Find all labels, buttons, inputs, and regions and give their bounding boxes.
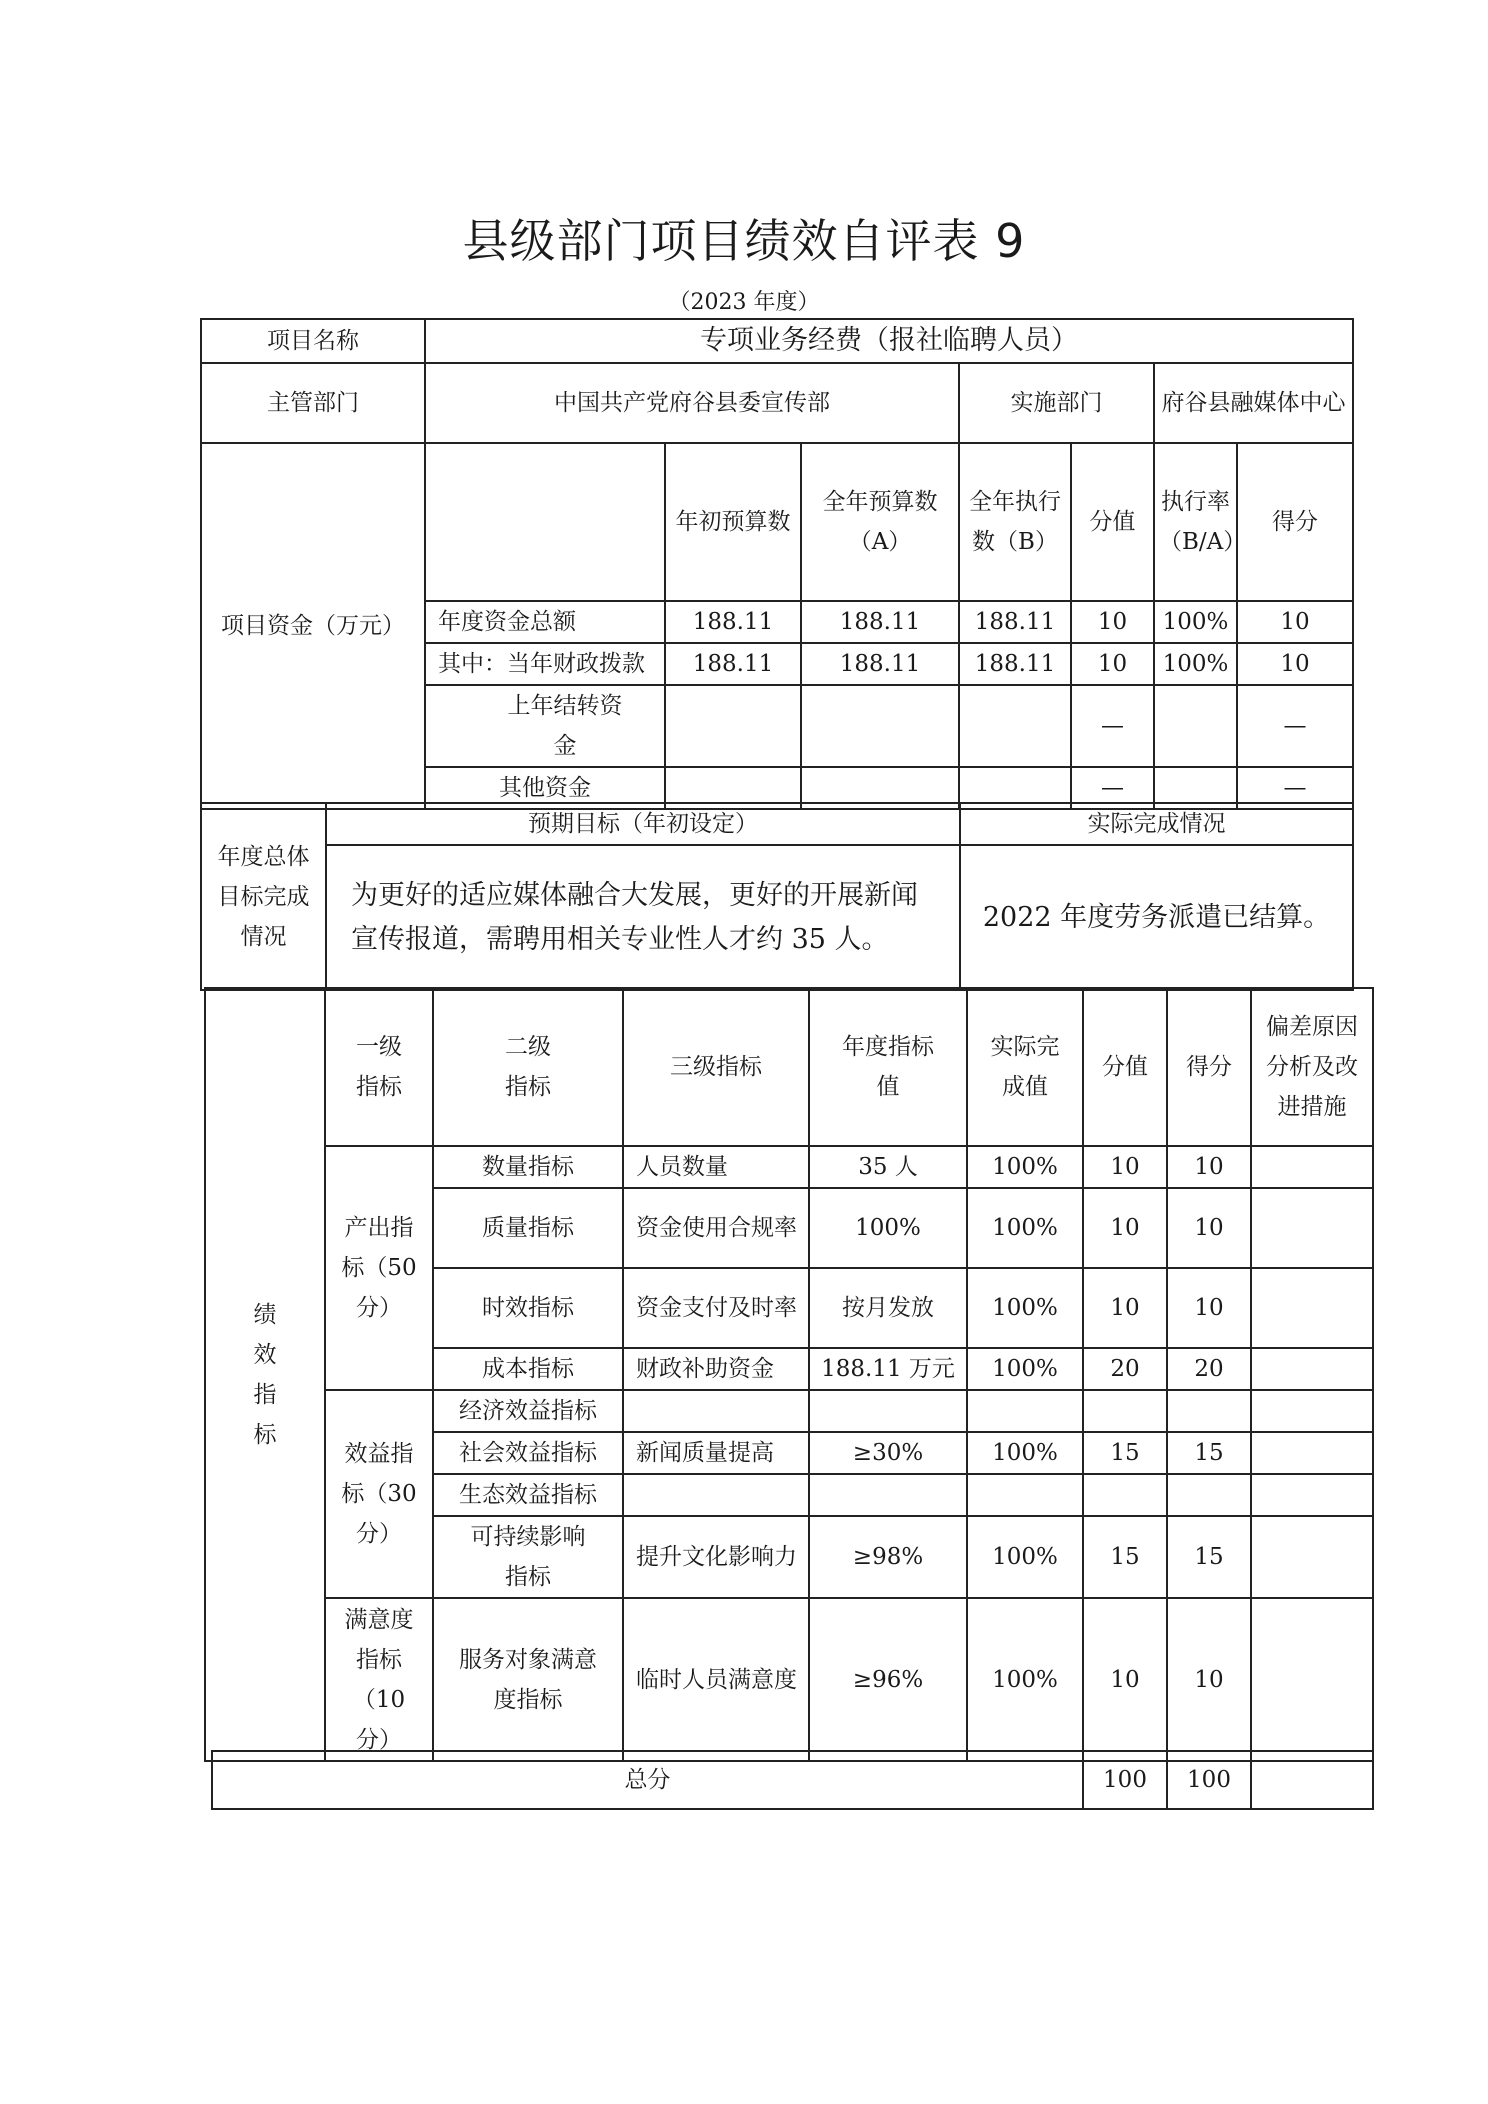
funds-cell: 10: [1071, 643, 1154, 685]
perf-deviation: [1251, 1146, 1373, 1188]
perf-got: 20: [1167, 1348, 1251, 1390]
perf-deviation: [1251, 1188, 1373, 1268]
perf-header: 三级指标: [623, 988, 809, 1146]
perf-header: 得分: [1167, 988, 1251, 1146]
funds-header: 全年执行数（B）: [959, 443, 1071, 601]
perf-got: [1167, 1474, 1251, 1516]
perf-deviation: [1251, 1390, 1373, 1432]
funds-row-name: 年度资金总额: [425, 601, 665, 643]
perf-label: 绩效指标: [205, 988, 325, 1761]
funds-cell: 188.11: [665, 643, 801, 685]
perf-l2: 数量指标: [433, 1146, 623, 1188]
perf-deviation: [1251, 1432, 1373, 1474]
goals-actual-header: 实际完成情况: [960, 803, 1353, 845]
perf-got: 10: [1167, 1188, 1251, 1268]
funds-cell: —: [1071, 767, 1154, 809]
perf-header: 分值: [1083, 988, 1167, 1146]
total-score: 100: [1083, 1751, 1167, 1809]
perf-l3: 临时人员满意度: [623, 1598, 809, 1761]
dept-value: 中国共产党府谷县委宣传部: [425, 363, 959, 443]
page-subtitle: （2023 年度）: [668, 290, 820, 315]
perf-l2: 社会效益指标: [433, 1432, 623, 1474]
perf-got: [1167, 1390, 1251, 1432]
project-info-table: [200, 318, 1354, 810]
perf-actual: 100%: [967, 1188, 1083, 1268]
perf-got: 10: [1167, 1146, 1251, 1188]
funds-cell: 188.11: [959, 601, 1071, 643]
project-name-value: 专项业务经费（报社临聘人员）: [425, 319, 1353, 363]
perf-target: 按月发放: [809, 1268, 967, 1348]
funds-row-name: 其他资金: [425, 767, 665, 809]
perf-actual: 100%: [967, 1432, 1083, 1474]
impl-label: 实施部门: [959, 363, 1154, 443]
perf-target: ≥98%: [809, 1516, 967, 1598]
funds-header-blank: [425, 443, 665, 601]
perf-l2: 生态效益指标: [433, 1474, 623, 1516]
perf-score: 10: [1083, 1188, 1167, 1268]
perf-group-name: 效益指标（30分）: [325, 1390, 433, 1598]
perf-got: 10: [1167, 1268, 1251, 1348]
total-table: [211, 1750, 1374, 1810]
page-title: 县级部门项目绩效自评表 9: [462, 214, 1026, 268]
perf-actual: 100%: [967, 1516, 1083, 1598]
total-label: 总分: [212, 1751, 1083, 1809]
perf-actual: 100%: [967, 1598, 1083, 1761]
perf-score: 15: [1083, 1432, 1167, 1474]
funds-cell: 10: [1237, 643, 1353, 685]
funds-cell: 188.11: [801, 601, 959, 643]
funds-cell: [959, 685, 1071, 767]
perf-header: 偏差原因分析及改进措施: [1251, 988, 1373, 1146]
goals-actual-text: 2022 年度劳务派遣已结算。: [960, 845, 1353, 990]
funds-cell: 10: [1237, 601, 1353, 643]
goals-planned-text: 为更好的适应媒体融合大发展，更好的开展新闻宣传报道，需聘用相关专业性人才约 35 人。: [326, 845, 960, 990]
total-blank: [1251, 1751, 1373, 1809]
funds-cell: —: [1071, 685, 1154, 767]
goals-label: 年度总体目标完成情况: [201, 803, 326, 990]
perf-l2: 质量指标: [433, 1188, 623, 1268]
perf-target: [809, 1390, 967, 1432]
total-got: 100: [1167, 1751, 1251, 1809]
funds-cell: 10: [1071, 601, 1154, 643]
perf-actual: 100%: [967, 1268, 1083, 1348]
funds-cell: 188.11: [665, 601, 801, 643]
perf-header: 二级指标: [433, 988, 623, 1146]
perf-l3: [623, 1390, 809, 1432]
funds-cell: —: [1237, 685, 1353, 767]
perf-target: [809, 1474, 967, 1516]
perf-got: 15: [1167, 1432, 1251, 1474]
perf-score: 10: [1083, 1268, 1167, 1348]
funds-header: 执行率（B/A）: [1154, 443, 1237, 601]
perf-score: 20: [1083, 1348, 1167, 1390]
perf-l2: 服务对象满意度指标: [433, 1598, 623, 1761]
funds-header: 得分: [1237, 443, 1353, 601]
funds-header: 分值: [1071, 443, 1154, 601]
perf-target: 188.11 万元: [809, 1348, 967, 1390]
perf-header: 年度指标值: [809, 988, 967, 1146]
funds-row-name: 其中：当年财政拨款: [425, 643, 665, 685]
perf-header: 实际完成值: [967, 988, 1083, 1146]
perf-score: [1083, 1390, 1167, 1432]
perf-actual: [967, 1474, 1083, 1516]
perf-l2: 经济效益指标: [433, 1390, 623, 1432]
perf-l3: [623, 1474, 809, 1516]
funds-cell: [801, 685, 959, 767]
funds-row-name: 上年结转资金: [425, 685, 665, 767]
perf-score: [1083, 1474, 1167, 1516]
perf-target: ≥96%: [809, 1598, 967, 1761]
perf-l2: 成本指标: [433, 1348, 623, 1390]
perf-l2: 可持续影响指标: [433, 1516, 623, 1598]
funds-label: 项目资金（万元）: [201, 443, 425, 809]
goals-table: [200, 802, 1354, 991]
funds-cell: [1154, 685, 1237, 767]
perf-deviation: [1251, 1268, 1373, 1348]
funds-header: 全年预算数（A）: [801, 443, 959, 601]
perf-actual: 100%: [967, 1348, 1083, 1390]
dept-label: 主管部门: [201, 363, 425, 443]
perf-score: 10: [1083, 1146, 1167, 1188]
perf-l2: 时效指标: [433, 1268, 623, 1348]
perf-target: 35 人: [809, 1146, 967, 1188]
perf-got: 10: [1167, 1598, 1251, 1761]
perf-header: 一级指标: [325, 988, 433, 1146]
funds-header: 年初预算数: [665, 443, 801, 601]
funds-cell: 188.11: [959, 643, 1071, 685]
perf-l3: 新闻质量提高: [623, 1432, 809, 1474]
perf-l3: 资金支付及时率: [623, 1268, 809, 1348]
perf-group-name: 满意度指标（10分）: [325, 1598, 433, 1761]
funds-cell: [665, 685, 801, 767]
perf-group-name: 产出指标（50分）: [325, 1146, 433, 1390]
funds-cell: 188.11: [801, 643, 959, 685]
funds-cell: 100%: [1154, 601, 1237, 643]
perf-l3: 提升文化影响力: [623, 1516, 809, 1598]
perf-deviation: [1251, 1516, 1373, 1598]
funds-cell: —: [1237, 767, 1353, 809]
impl-value: 府谷县融媒体中心: [1154, 363, 1353, 443]
perf-got: 15: [1167, 1516, 1251, 1598]
perf-deviation: [1251, 1598, 1373, 1761]
perf-deviation: [1251, 1474, 1373, 1516]
perf-score: 10: [1083, 1598, 1167, 1761]
perf-target: ≥30%: [809, 1432, 967, 1474]
perf-score: 15: [1083, 1516, 1167, 1598]
performance-table: [204, 987, 1374, 1762]
perf-l3: 资金使用合规率: [623, 1188, 809, 1268]
perf-target: 100%: [809, 1188, 967, 1268]
perf-deviation: [1251, 1348, 1373, 1390]
perf-l3: 财政补助资金: [623, 1348, 809, 1390]
perf-actual: [967, 1390, 1083, 1432]
funds-cell: 100%: [1154, 643, 1237, 685]
project-name-label: 项目名称: [201, 319, 425, 363]
perf-l3: 人员数量: [623, 1146, 809, 1188]
perf-actual: 100%: [967, 1146, 1083, 1188]
goals-planned-header: 预期目标（年初设定）: [326, 803, 960, 845]
